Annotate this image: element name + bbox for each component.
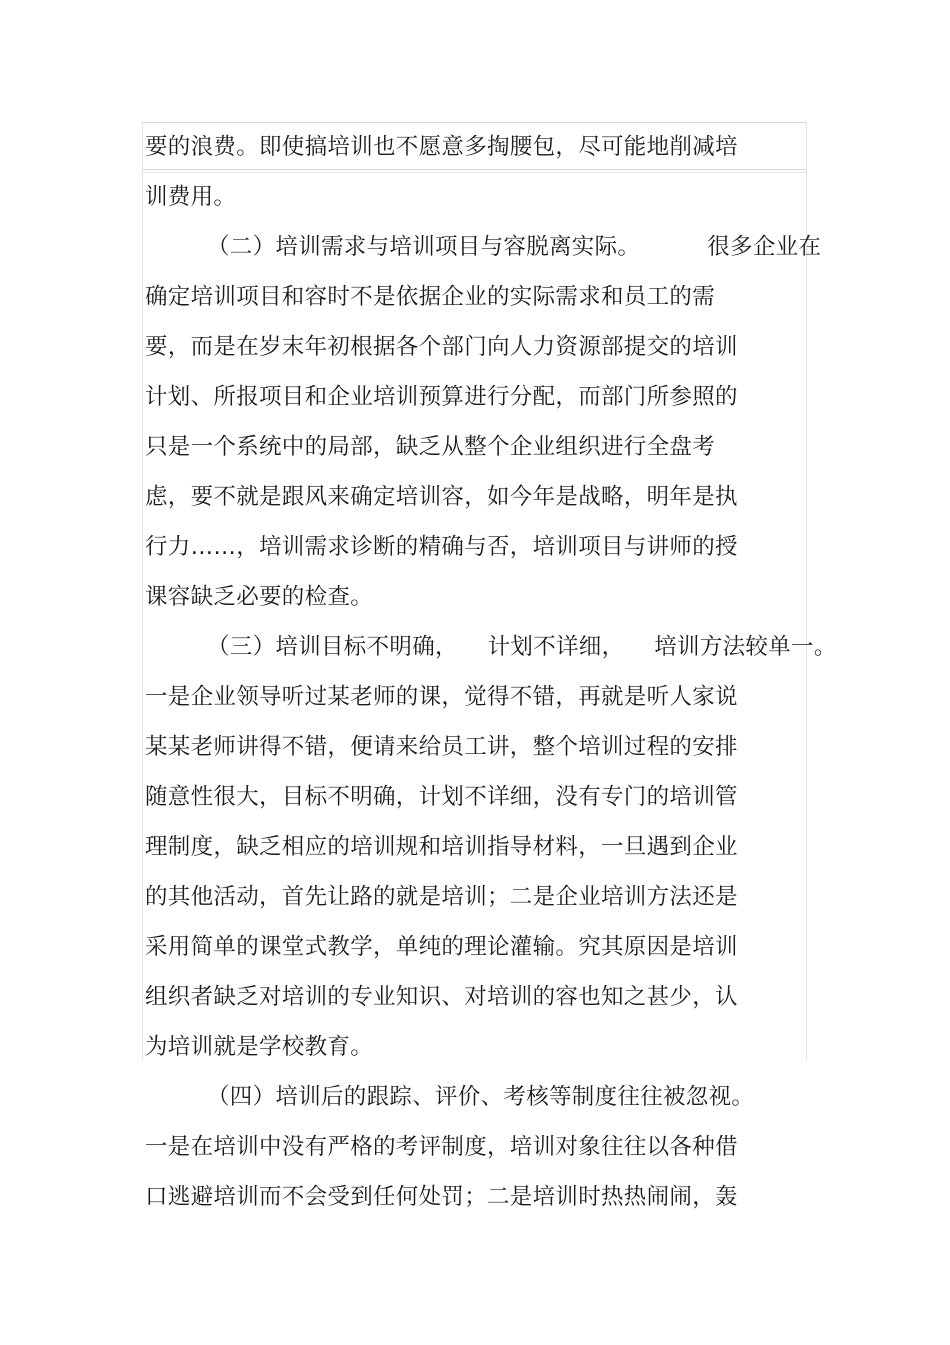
text-line: 要的浪费。即使搞培训也不愿意多掏腰包，尽可能地削减培 bbox=[145, 134, 738, 160]
frame-line-right bbox=[806, 122, 807, 1060]
section-heading-3: （三）培训目标不明确， 计划不详细， 培训方法较单一。 bbox=[207, 634, 837, 660]
frame-line-top bbox=[143, 122, 807, 123]
text-line: 某某老师讲得不错，便请来给员工讲，整个培训过程的安排 bbox=[145, 734, 738, 760]
text-line: 确定培训项目和容时不是依据企业的实际需求和员工的需 bbox=[145, 284, 716, 310]
text-line: 只是一个系统中的局部，缺乏从整个企业组织进行全盘考 bbox=[145, 434, 716, 460]
frame-line-left bbox=[142, 122, 143, 1060]
section-heading-2: （二）培训需求与培训项目与容脱离实际。 很多企业在 bbox=[207, 234, 822, 260]
frame-line-divider-secondary bbox=[143, 172, 807, 173]
text-line: 随意性很大，目标不明确，计划不详细，没有专门的培训管 bbox=[145, 784, 738, 810]
text-line: 理制度，缺乏相应的培训规和培训指导材料，一旦遇到企业 bbox=[145, 834, 738, 860]
text-line: 虑，要不就是跟风来确定培训容，如今年是战略，明年是执 bbox=[145, 484, 738, 510]
text-line: 计划、所报项目和企业培训预算进行分配，而部门所参照的 bbox=[145, 384, 738, 410]
text-line: 的其他活动，首先让路的就是培训；二是企业培训方法还是 bbox=[145, 884, 738, 910]
text-line: 课容缺乏必要的检查。 bbox=[145, 584, 374, 610]
text-line: 要，而是在岁末年初根据各个部门向人力资源部提交的培训 bbox=[145, 334, 738, 360]
text-line: 组织者缺乏对培训的专业知识、对培训的容也知之甚少，认 bbox=[145, 984, 738, 1010]
section-heading-4: （四）培训后的跟踪、评价、考核等制度往往被忽视。 bbox=[207, 1084, 755, 1110]
text-line: 行力……，培训需求诊断的精确与否，培训项目与讲师的授 bbox=[145, 534, 738, 560]
text-line: 训费用。 bbox=[145, 184, 237, 210]
text-line: 一是在培训中没有严格的考评制度，培训对象往往以各种借 bbox=[145, 1134, 738, 1160]
text-line: 为培训就是学校教育。 bbox=[145, 1034, 374, 1060]
text-line: 口逃避培训而不会受到任何处罚；二是培训时热热闹闹，轰 bbox=[145, 1184, 738, 1210]
text-line: 采用简单的课堂式教学，单纯的理论灌输。究其原因是培训 bbox=[145, 934, 738, 960]
text-line: 一是企业领导听过某老师的课，觉得不错，再就是听人家说 bbox=[145, 684, 738, 710]
frame-line-divider bbox=[143, 169, 807, 170]
